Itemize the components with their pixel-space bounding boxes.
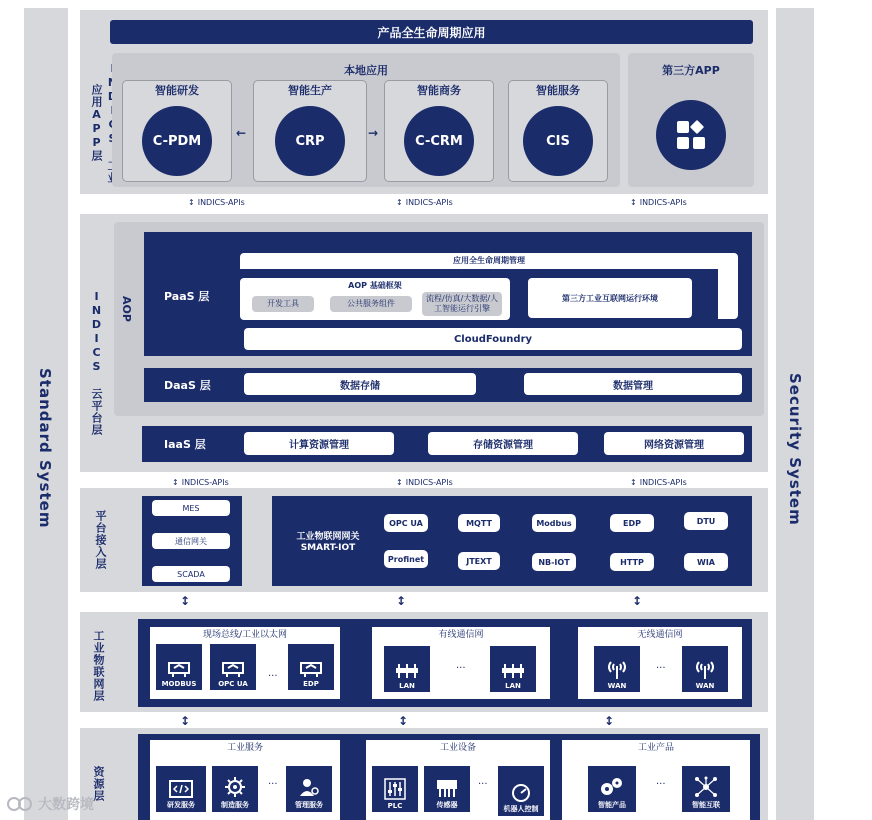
daas-label: DaaS 层 (164, 379, 211, 392)
updown-arrow-icon: ↕ (630, 478, 637, 487)
common-services-module[interactable]: 公共服务组件 (330, 296, 412, 312)
protocol-jtext[interactable]: JTEXT (458, 552, 500, 570)
updown-arrow-icon: ↕ (632, 594, 643, 608)
device-icon (299, 660, 323, 678)
third-party-panel (628, 53, 754, 187)
lan-icon (500, 662, 526, 680)
protocol-opc-ua[interactable]: OPC UA (384, 514, 428, 532)
ellipsis: ... (456, 660, 466, 671)
standard-system-column (24, 8, 68, 820)
tile-lan[interactable]: LAN (490, 646, 536, 692)
data-management-module[interactable]: 数据管理 (524, 373, 742, 395)
protocol-mqtt[interactable]: MQTT (458, 514, 500, 532)
api-connector: ↕ INDICS-APIs (172, 478, 229, 487)
group-title: 工业设备 (439, 743, 476, 753)
ellipsis: ... (268, 668, 278, 679)
scada-item[interactable]: SCADA (152, 566, 230, 582)
device-icon (167, 660, 191, 678)
sliders-icon (384, 778, 406, 800)
app-circle-crp: CRP (275, 106, 345, 176)
protocol-profinet[interactable]: Profinet (384, 550, 428, 568)
app-circle-pdm: C-PDM (142, 106, 212, 176)
tile-wan[interactable]: WAN (682, 646, 728, 692)
tile-rd-service[interactable]: 研发服务 (156, 766, 206, 812)
app-title: 智能商务 (417, 84, 461, 97)
protocol-dtu[interactable]: DTU (684, 512, 728, 530)
runtime-engine-module[interactable]: 流程/仿真/大数据/人工智能运行引擎 (422, 292, 502, 316)
gears-icon (599, 776, 625, 798)
api-connector: ↕ INDICS-APIs (396, 478, 453, 487)
updown-arrow-icon: ↕ (180, 714, 191, 728)
gear-icon (224, 776, 246, 798)
api-connector: ↕ INDICS-APIs (396, 198, 453, 207)
api-connector: ↕ INDICS-APIs (630, 198, 687, 207)
access-layer-label: 平台接入层 (94, 510, 107, 570)
group-title: 有线通信网 (438, 630, 484, 640)
updown-arrow-icon: ↕ (604, 714, 615, 728)
standard-system-label: Standard System (36, 368, 54, 529)
antenna-icon (605, 658, 629, 680)
paas-label: PaaS 层 (164, 290, 210, 303)
cloudfoundry-bar[interactable]: CloudFoundry (244, 328, 742, 350)
app-card-crp[interactable] (253, 80, 367, 182)
comm-gateway-item[interactable]: 通信网关 (152, 533, 230, 549)
third-party-title[interactable]: 第三方APP (662, 64, 720, 77)
api-connector: ↕ INDICS-APIs (188, 198, 245, 207)
compute-resource-module[interactable]: 计算资源管理 (244, 432, 394, 455)
network-resource-module[interactable]: 网络资源管理 (604, 432, 744, 455)
gauge-icon (509, 782, 533, 802)
updown-arrow-icon: ↕ (630, 198, 637, 207)
app-card-crm[interactable] (384, 80, 494, 182)
updown-arrow-icon: ↕ (396, 198, 403, 207)
tile-modbus[interactable]: MODBUS (156, 644, 202, 690)
network-hub-icon (694, 776, 718, 798)
mes-item[interactable]: MES (152, 500, 230, 516)
data-storage-module[interactable]: 数据存储 (244, 373, 476, 395)
dev-tools-module[interactable]: 开发工具 (252, 296, 314, 312)
device-icon (221, 660, 245, 678)
lan-icon (394, 662, 420, 680)
tile-management-service[interactable]: 管理服务 (286, 766, 332, 812)
sensor-icon (435, 778, 459, 798)
protocol-edp[interactable]: EDP (610, 514, 654, 532)
tile-sensor[interactable]: 传感器 (424, 766, 470, 812)
api-connector: ↕ INDICS-APIs (630, 478, 687, 487)
lifecycle-app-header: 产品全生命周期应用 (110, 20, 753, 44)
updown-arrow-icon: ↕ (188, 198, 195, 207)
aop-label: AOP (120, 296, 133, 322)
code-icon (169, 780, 193, 798)
protocol-http[interactable]: HTTP (610, 553, 654, 571)
storage-resource-module[interactable]: 存储资源管理 (428, 432, 578, 455)
app-circle-crm: C-CRM (404, 106, 474, 176)
tile-manufacturing-service[interactable]: 制造服务 (212, 766, 258, 812)
tile-smart-connect[interactable]: 智能互联 (682, 766, 730, 812)
tile-wan[interactable]: WAN (594, 646, 640, 692)
iot-layer-label: 工业物联网层 (92, 630, 105, 702)
app-layer-label: 应用APP层 (90, 84, 103, 162)
updown-arrow-icon: ↕ (396, 594, 407, 608)
security-system-column (776, 8, 814, 820)
lifecycle-mgmt-label: 应用全生命周期管理 (453, 256, 525, 265)
antenna-icon (693, 658, 717, 680)
watermark-logo-icon (6, 795, 34, 813)
ellipsis: ... (478, 776, 488, 787)
security-system-label: Security System (786, 373, 804, 526)
iaas-label: IaaS 层 (164, 438, 206, 451)
tile-smart-product[interactable]: 智能产品 (588, 766, 636, 812)
local-apps-title: 本地应用 (344, 64, 388, 77)
app-grid-icon[interactable] (656, 100, 726, 170)
app-card-pdm[interactable] (122, 80, 232, 182)
user-gear-icon (298, 776, 320, 798)
protocol-modbus[interactable]: Modbus (532, 514, 576, 532)
tile-edp[interactable]: EDP (288, 644, 334, 690)
updown-arrow-icon: ↕ (396, 478, 403, 487)
watermark: 大数跨境 (6, 794, 94, 814)
left-arrow-icon: ← (236, 126, 247, 140)
group-title: 无线通信网 (637, 630, 683, 640)
ellipsis: ... (656, 660, 666, 671)
tile-opc-ua[interactable]: OPC UA (210, 644, 256, 690)
updown-arrow-icon: ↕ (180, 594, 191, 608)
aop-frame-label: AOP 基础框架 (348, 281, 402, 290)
app-card-cis[interactable] (508, 80, 608, 182)
app-circle-cis: CIS (523, 106, 593, 176)
group-title: 现场总线/工业以太网 (202, 630, 288, 640)
updown-arrow-icon: ↕ (172, 478, 179, 487)
updown-arrow-icon: ↕ (398, 714, 409, 728)
app-title: 智能服务 (536, 84, 580, 97)
resource-layer-label: 资源层 (92, 766, 105, 802)
app-title: 智能生产 (288, 84, 332, 97)
protocol-wia[interactable]: WIA (684, 553, 728, 571)
tile-plc[interactable]: PLC (372, 766, 418, 812)
tile-robot-control[interactable]: 机器人控制 (498, 766, 544, 816)
ellipsis: ... (268, 776, 278, 787)
protocol-nb-iot[interactable]: NB-IOT (532, 553, 576, 571)
group-title: 工业服务 (226, 743, 263, 753)
cloud-layer-label: INDICS 云平台层 (90, 290, 103, 436)
third-party-runtime-env[interactable]: 第三方工业互联网运行环境 (528, 278, 692, 318)
iot-gateway-title: 工业物联网网关 SMART-IOT (296, 532, 360, 553)
app-title: 智能研发 (155, 84, 199, 97)
right-arrow-icon: → (368, 126, 379, 140)
group-title: 工业产品 (637, 743, 674, 753)
tile-lan[interactable]: LAN (384, 646, 430, 692)
ellipsis: ... (656, 776, 666, 787)
